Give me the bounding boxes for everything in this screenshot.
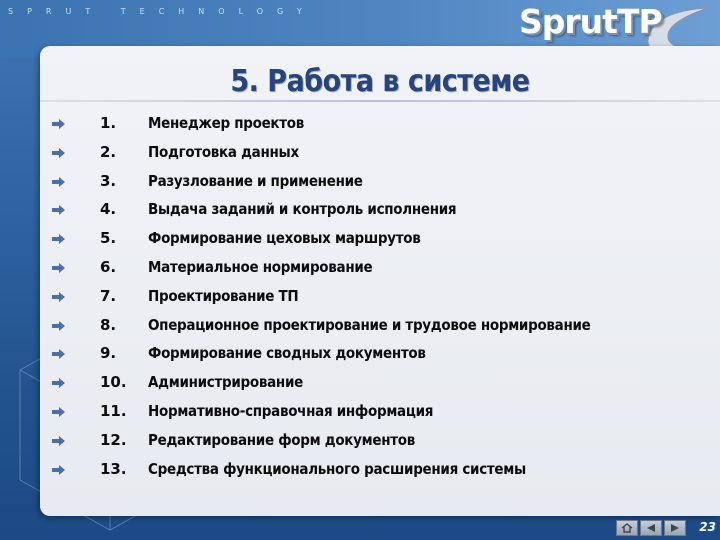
list-item-number: 6. xyxy=(100,258,117,276)
list-item-label: Проектирование ТП xyxy=(148,286,299,305)
bullet-arrow-icon xyxy=(52,349,65,359)
title-divider xyxy=(40,100,720,102)
list-item-number: 8. xyxy=(100,315,117,334)
forward-arrow-icon xyxy=(669,523,681,533)
list-item xyxy=(0,168,720,196)
list-item xyxy=(0,398,720,426)
list-item xyxy=(0,340,720,368)
list-item-number: 12. xyxy=(100,430,127,449)
bullet-arrow-icon xyxy=(52,205,65,215)
previous-slide-button[interactable] xyxy=(640,520,662,536)
bullet-arrow-icon xyxy=(52,378,65,388)
list-item-label: Нормативно-справочная информация xyxy=(148,402,434,420)
list-item xyxy=(0,225,720,253)
list-item xyxy=(0,312,720,340)
bullet-arrow-icon xyxy=(52,234,65,244)
bullet-arrow-icon xyxy=(52,177,65,187)
list-item-number: 13. xyxy=(100,459,127,478)
list-item-label: Материальное нормирование xyxy=(148,258,373,276)
list-item-number: 5. xyxy=(100,229,117,248)
list-item-label: Менеджер проектов xyxy=(148,114,305,132)
list-item xyxy=(0,139,720,167)
bullet-arrow-icon xyxy=(52,407,65,417)
list-item-label: Формирование цеховых маршрутов xyxy=(148,229,421,248)
list-item-label: Формирование сводных документов xyxy=(148,344,426,363)
bullet-arrow-icon xyxy=(52,465,65,475)
list-item-number: 10. xyxy=(100,373,127,392)
bullet-arrow-icon xyxy=(52,436,65,446)
list-item xyxy=(0,196,720,224)
sprut-tp-logo: SprutTP xyxy=(519,2,662,41)
list-item-label: Средства функционального расширения системы xyxy=(148,459,526,478)
page-number: 23 xyxy=(699,520,716,534)
list-item-number: 11. xyxy=(100,402,127,420)
list-item xyxy=(0,110,720,138)
list-item xyxy=(0,369,720,397)
list-item xyxy=(0,427,720,455)
list-item-number: 7. xyxy=(100,286,117,305)
list-item xyxy=(0,254,720,282)
home-icon xyxy=(621,523,633,533)
list-item-label: Подготовка данных xyxy=(148,142,299,161)
list-item-label: Операционное проектирование и трудовое нормирование xyxy=(148,315,591,334)
list-item xyxy=(0,456,720,484)
list-item-number: 3. xyxy=(100,171,117,190)
bullet-arrow-icon xyxy=(52,119,65,129)
slide-navigation xyxy=(616,520,686,537)
home-button[interactable] xyxy=(616,520,638,536)
list-item-label: Администрирование xyxy=(148,373,303,392)
list-item-label: Выдача заданий и контроль исполнения xyxy=(148,200,457,219)
bullet-arrow-icon xyxy=(52,148,65,158)
company-name-line: SPRUT TECHNOLOGY xyxy=(8,7,316,16)
next-slide-button[interactable] xyxy=(664,520,686,536)
bullet-arrow-icon xyxy=(52,321,65,331)
slide-title: 5. Работа в системе xyxy=(230,64,530,99)
list-item-number: 4. xyxy=(100,200,117,219)
list-item xyxy=(0,283,720,311)
list-item-label: Разузлование и применение xyxy=(148,171,363,190)
back-arrow-icon xyxy=(645,523,657,533)
list-item-label: Редактирование форм документов xyxy=(148,430,416,449)
list-item-number: 9. xyxy=(100,344,117,363)
list-item-number: 2. xyxy=(100,142,117,161)
list-item-number: 1. xyxy=(100,114,117,132)
bullet-arrow-icon xyxy=(52,292,65,302)
bullet-arrow-icon xyxy=(52,263,65,273)
